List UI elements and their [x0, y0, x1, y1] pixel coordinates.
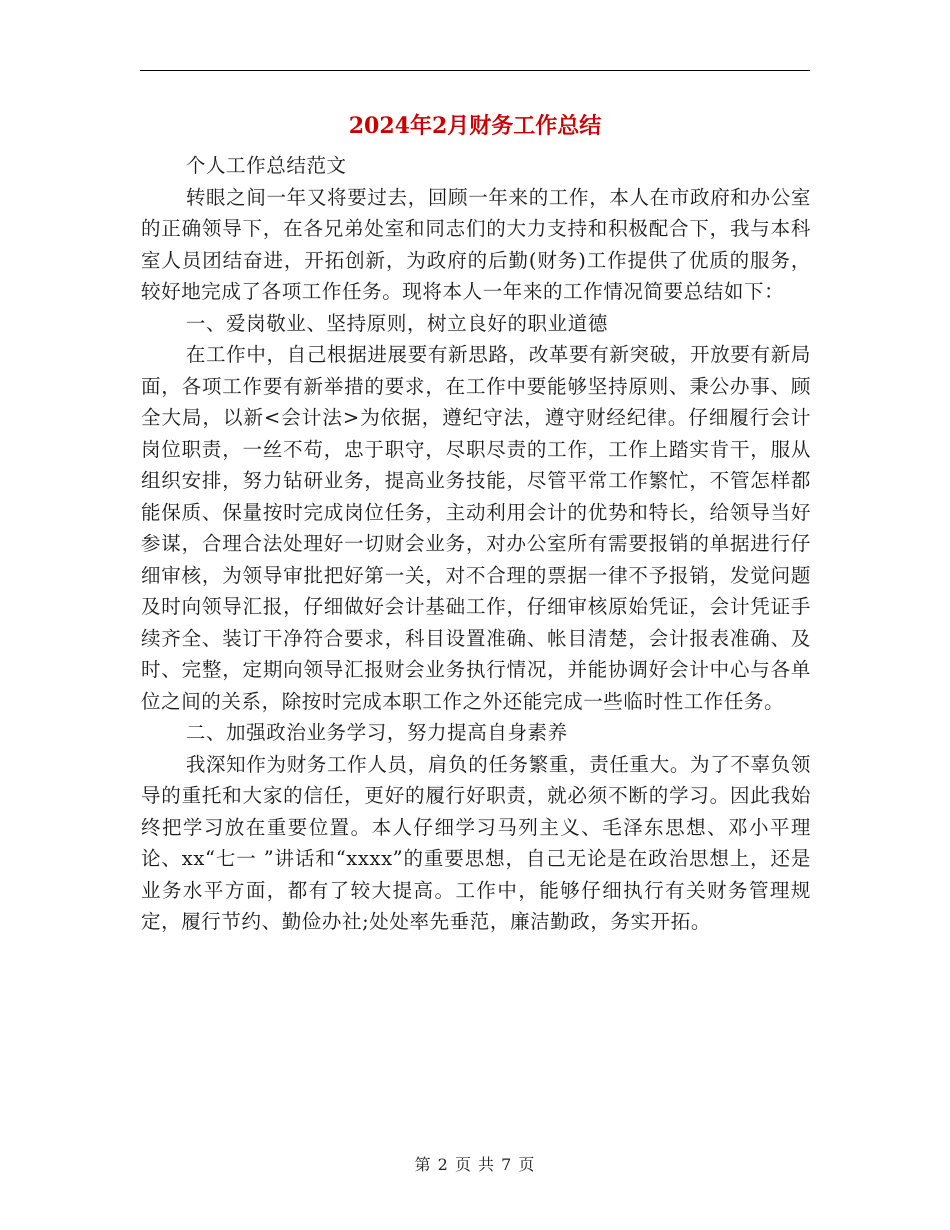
- paragraph-intro: 转眼之间一年又将要过去，回顾一年来的工作，本人在市政府和办公室的正确领导下，在各兄弟处室和同志们的大力支持和积极配合下，我与本科室人员团结奋进，开拓创新，为政府的后勤(财务)工作提供了优质的服务，较好地完成了各项工作任务。现将本人一年来的工作情况简要总结如下：: [141, 185, 811, 303]
- page-number: 第 2 页 共 7 页: [414, 1155, 536, 1174]
- header-rule: [140, 70, 810, 71]
- paragraph-section-2: 我深知作为财务工作人员，肩负的任务繁重，责任重大。为了不辜负领导的重托和大家的信任，更好的履行好职责，就必须不断的学习。因此我始终把学习放在重要位置。本人仔细学习马列主义、毛泽东思想、邓小平理论、xx“七一 ”讲话和“xxxx”的重要思想，自己无论是在政治思想上，还是业务水平方面，都有了较大提高。工作中，能够仔细执行有关财务管理规定，履行节约、勤俭办社;处处率先垂范，廉洁勤政，务实开拓。: [141, 752, 811, 933]
- paragraph-section-1: 在工作中，自己根据进展要有新思路，改革要有新突破，开放要有新局面，各项工作要有新举措的要求，在工作中要能够坚持原则、秉公办事、顾全大局，以新<会计法>为依据，遵纪守法，遵守财经纪律。仔细履行会计岗位职责，一丝不苟，忠于职守，尽职尽责的工作，工作上踏实肯干，服从组织安排，努力钻研业务，提高业务技能，尽管平常工作繁忙，不管怎样都能保质、保量按时完成岗位任务，主动利用会计的优势和特长，给领导当好参谋，合理合法处理好一切财会业务，对办公室所有需要报销的单据进行仔细审核，为领导审批把好第一关，对不合理的票据一律不予报销，发觉问题及时向领导汇报，仔细做好会计基础工作，仔细审核原始凭证，会计凭证手续齐全、装订干净符合要求，科目设置准确、帐目清楚，会计报表准确、及时、完整，定期向领导汇报财会业务执行情况，并能协调好会计中心与各单位之间的关系，除按时完成本职工作之外还能完成一些临时性工作任务。: [141, 343, 811, 713]
- document-body: [141, 150, 811, 938]
- section-heading-2: 二、加强政治业务学习，努力提高自身素养: [185, 721, 568, 744]
- document-title: 2024年2月财务工作总结: [348, 113, 602, 139]
- paragraph-subtitle: 个人工作总结范文: [185, 154, 347, 177]
- section-heading-1: 一、爱岗敬业、坚持原则，树立良好的职业道德: [185, 311, 608, 335]
